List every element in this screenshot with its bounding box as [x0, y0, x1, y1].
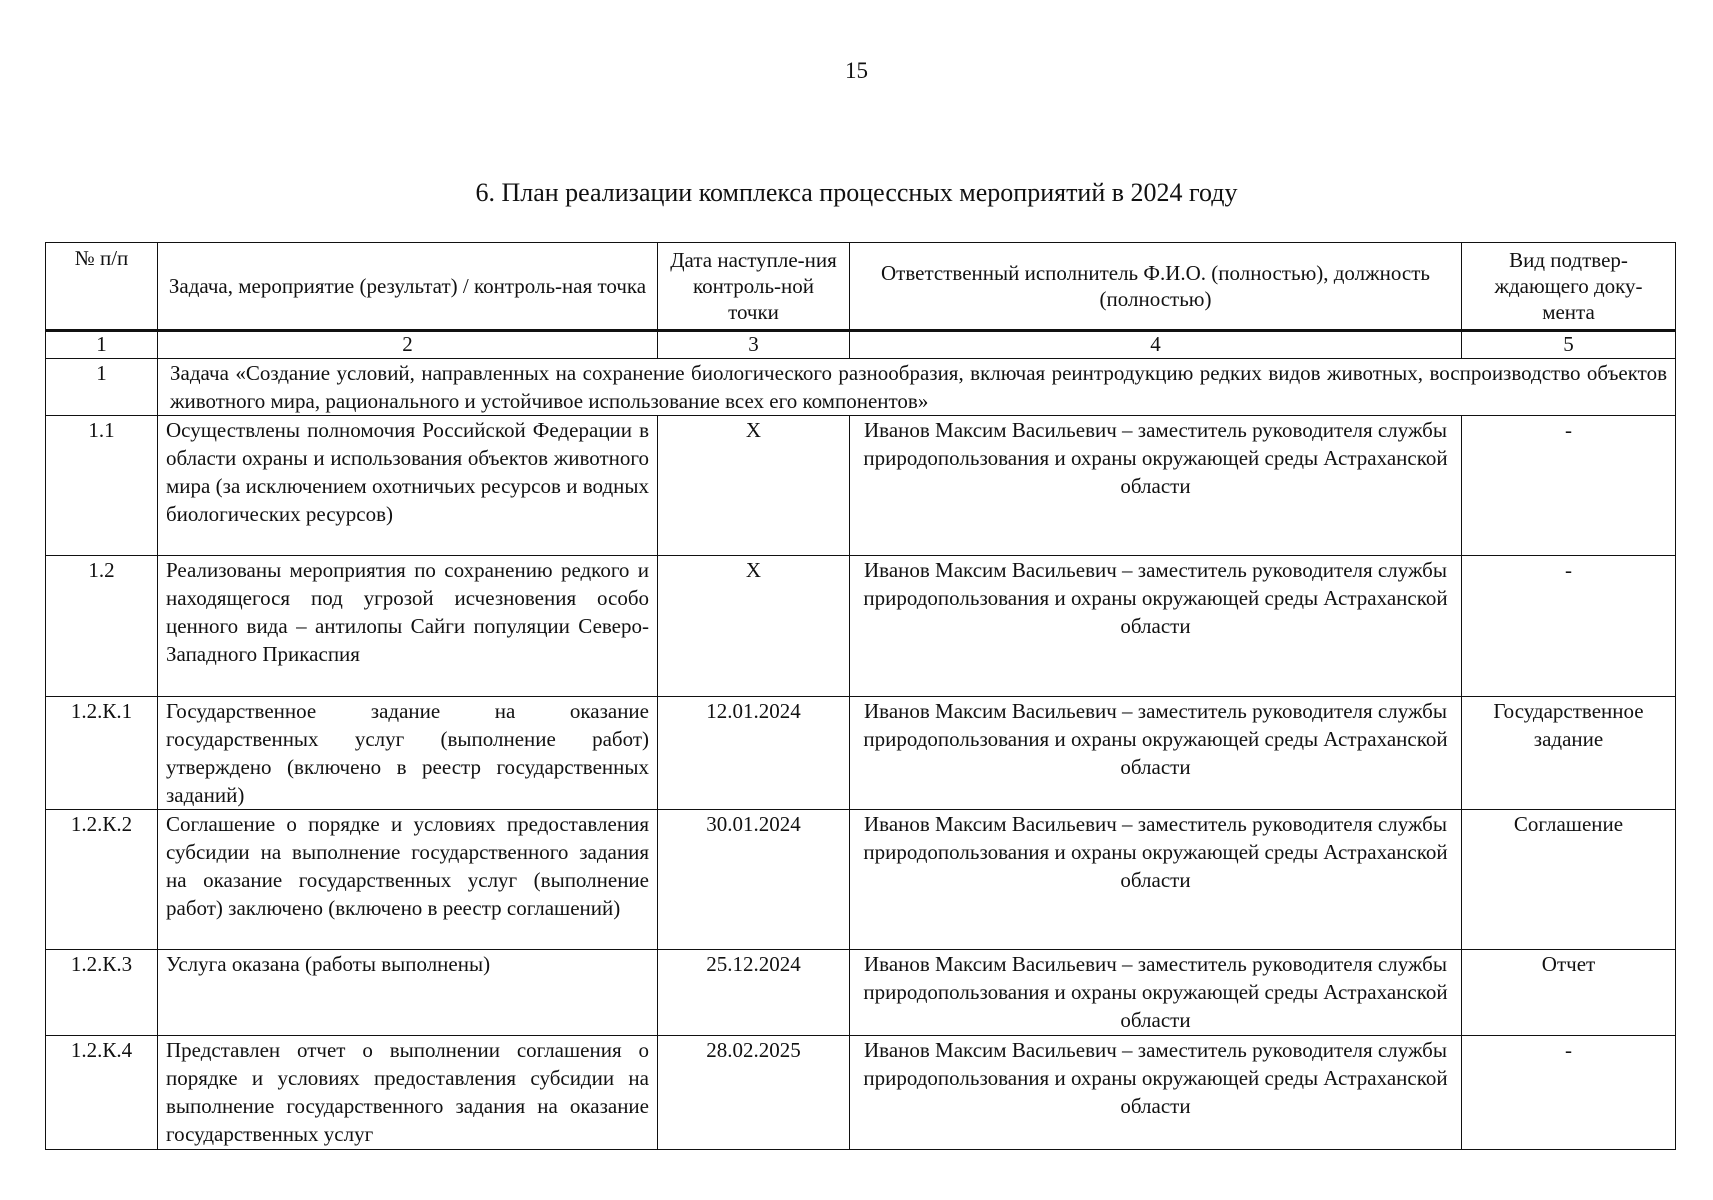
- row-number: 1.2.К.4: [46, 1036, 158, 1150]
- row-number: 1.2.К.2: [46, 810, 158, 950]
- page-number: 15: [845, 58, 868, 83]
- row-date: X: [658, 416, 850, 556]
- table-row: [46, 1036, 1676, 1150]
- row-document: Отчет: [1462, 950, 1676, 1036]
- row-task: Соглашение о порядке и условиях предоставления субсидии на выполнение государственного задания на оказание государственных услуг (выполнение работ) заключено (включено в реестр соглашений): [158, 810, 658, 950]
- row-responsible: Иванов Максим Васильевич – заместитель руководителя службы природопользования и охраны окружающей среды Астраханской области: [850, 556, 1462, 697]
- row-task: Осуществлены полномочия Российской Федерации в области охраны и использования объектов животного мира (за исключением охотничьих ресурсов и водных биологических ресурсов): [158, 416, 658, 556]
- task-row: [46, 359, 1676, 416]
- table-row: [46, 556, 1676, 697]
- task-number: 1: [46, 359, 158, 416]
- row-responsible: Иванов Максим Васильевич – заместитель руководителя службы природопользования и охраны окружающей среды Астраханской области: [850, 697, 1462, 810]
- row-task: Государственное задание на оказание государственных услуг (выполнение работ) утверждено (включено в реестр государственных заданий): [158, 697, 658, 810]
- row-task: Реализованы мероприятия по сохранению редкого и находящегося под угрозой исчезновения особо ценного вида – антилопы Сайги популяции Северо-Западного Прикаспия: [158, 556, 658, 697]
- row-document: -: [1462, 1036, 1676, 1150]
- row-number: 1.2: [46, 556, 158, 697]
- column-index: 3: [658, 331, 850, 359]
- row-date: 12.01.2024: [658, 697, 850, 810]
- task-description: Задача «Создание условий, направленных на сохранение биологического разнообразия, включая реинтродукцию редких видов животных, воспроизводство объектов животного мира, рационального и устойчивое использование всех его компонентов»: [158, 359, 1676, 416]
- column-index-row: [46, 331, 1676, 359]
- row-document: -: [1462, 556, 1676, 697]
- table-row: [46, 697, 1676, 810]
- column-index: 1: [46, 331, 158, 359]
- table-header-row: [46, 243, 1676, 331]
- plan-table-container: [45, 242, 1675, 1150]
- row-responsible: Иванов Максим Васильевич – заместитель руководителя службы природопользования и охраны окружающей среды Астраханской области: [850, 950, 1462, 1036]
- row-date: 28.02.2025: [658, 1036, 850, 1150]
- row-date: 30.01.2024: [658, 810, 850, 950]
- table-row: [46, 416, 1676, 556]
- row-number: 1.2.К.3: [46, 950, 158, 1036]
- column-index: 2: [158, 331, 658, 359]
- row-document: -: [1462, 416, 1676, 556]
- row-responsible: Иванов Максим Васильевич – заместитель руководителя службы природопользования и охраны окружающей среды Астраханской области: [850, 810, 1462, 950]
- header-task: Задача, мероприятие (результат) / контроль-ная точка: [158, 243, 658, 331]
- row-document: Соглашение: [1462, 810, 1676, 950]
- header-date: Дата наступле-ния контроль-ной точки: [658, 243, 850, 331]
- table-row: [46, 810, 1676, 950]
- column-index: 5: [1462, 331, 1676, 359]
- row-date: 25.12.2024: [658, 950, 850, 1036]
- row-responsible: Иванов Максим Васильевич – заместитель руководителя службы природопользования и охраны окружающей среды Астраханской области: [850, 416, 1462, 556]
- header-responsible: Ответственный исполнитель Ф.И.О. (полностью), должность (полностью): [850, 243, 1462, 331]
- column-index: 4: [850, 331, 1462, 359]
- row-responsible: Иванов Максим Васильевич – заместитель руководителя службы природопользования и охраны окружающей среды Астраханской области: [850, 1036, 1462, 1150]
- table-row: [46, 950, 1676, 1036]
- row-document: Государственное задание: [1462, 697, 1676, 810]
- header-document: Вид подтвер-ждающего доку-мента: [1462, 243, 1676, 331]
- header-number: № п/п: [46, 243, 158, 331]
- row-task: Услуга оказана (работы выполнены): [158, 950, 658, 1036]
- document-title: 6. План реализации комплекса процессных мероприятий в 2024 году: [475, 178, 1238, 207]
- row-task: Представлен отчет о выполнении соглашения о порядке и условиях предоставления субсидии на выполнение государственного задания на оказание государственных услуг: [158, 1036, 658, 1150]
- plan-table: [45, 242, 1676, 1150]
- row-number: 1.2.К.1: [46, 697, 158, 810]
- row-number: 1.1: [46, 416, 158, 556]
- row-date: X: [658, 556, 850, 697]
